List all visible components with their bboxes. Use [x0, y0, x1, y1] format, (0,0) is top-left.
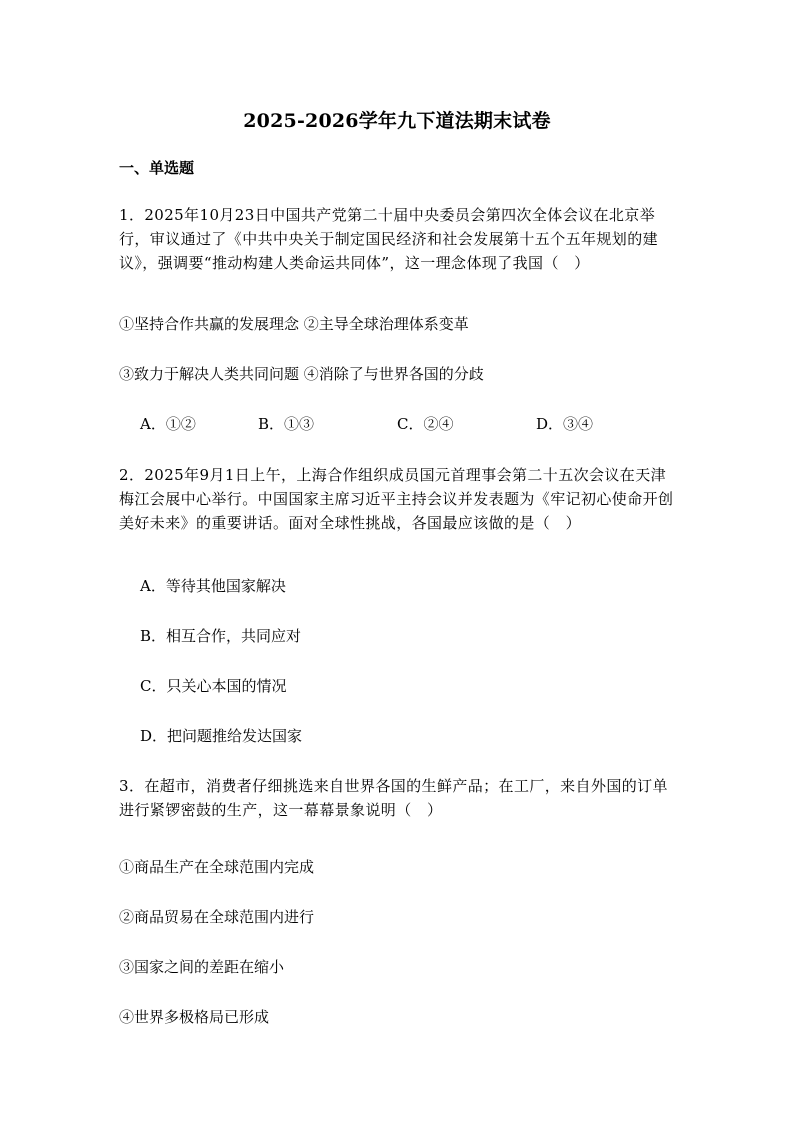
question-1-option-d: D．③④: [536, 415, 594, 433]
question-1-items-line-2: ③致力于解决人类共同问题 ④消除了与世界各国的分歧: [119, 365, 484, 383]
question-2-option-b: B．相互合作，共同应对: [140, 627, 302, 645]
exam-title: 2025-2026学年九下道法期末试卷: [243, 110, 551, 132]
section-heading-single-choice: 一、单选题: [119, 159, 195, 177]
question-1-option-b: B．①③: [258, 415, 315, 433]
question-3-item-2: ②商品贸易在全球范围内进行: [119, 908, 315, 926]
question-2-stem: 2．2025年9月1日上午，上海合作组织成员国元首理事会第二十五次会议在天津梅江会展中心举行。中国国家主席习近平主持会议并发表题为《牢记初心使命开创美好未来》的重要讲话。面对全球性挑战，各国最应该做的是（ ）: [119, 466, 674, 532]
question-2-option-c: C．只关心本国的情况: [140, 677, 287, 695]
question-3-item-3: ③国家之间的差距在缩小: [119, 958, 285, 976]
question-2-option-a: A．等待其他国家解决: [140, 577, 286, 595]
question-1-option-a: A．①②: [140, 415, 196, 433]
question-2-option-d: D．把问题推给发达国家: [140, 727, 303, 745]
question-1-option-c: C．②④: [397, 415, 454, 433]
question-1-items-line-1: ①坚持合作共赢的发展理念 ②主导全球治理体系变革: [119, 315, 469, 333]
question-3-item-1: ①商品生产在全球范围内完成: [119, 858, 315, 876]
question-3-stem: 3．在超市，消费者仔细挑选来自世界各国的生鲜产品；在工厂，来自外国的订单进行紧锣密鼓的生产，这一幕幕景象说明（ ）: [119, 777, 668, 819]
question-1-stem: 1．2025年10月23日中国共产党第二十届中央委员会第四次全体会议在北京举行，审议通过了《中共中央关于制定国民经济和社会发展第十五个五年规划的建议》，强调要“推动构建人类命运共同体”，这一理念体现了我国（ ）: [119, 206, 659, 272]
question-3-item-4: ④世界多极格局已形成: [119, 1008, 270, 1026]
